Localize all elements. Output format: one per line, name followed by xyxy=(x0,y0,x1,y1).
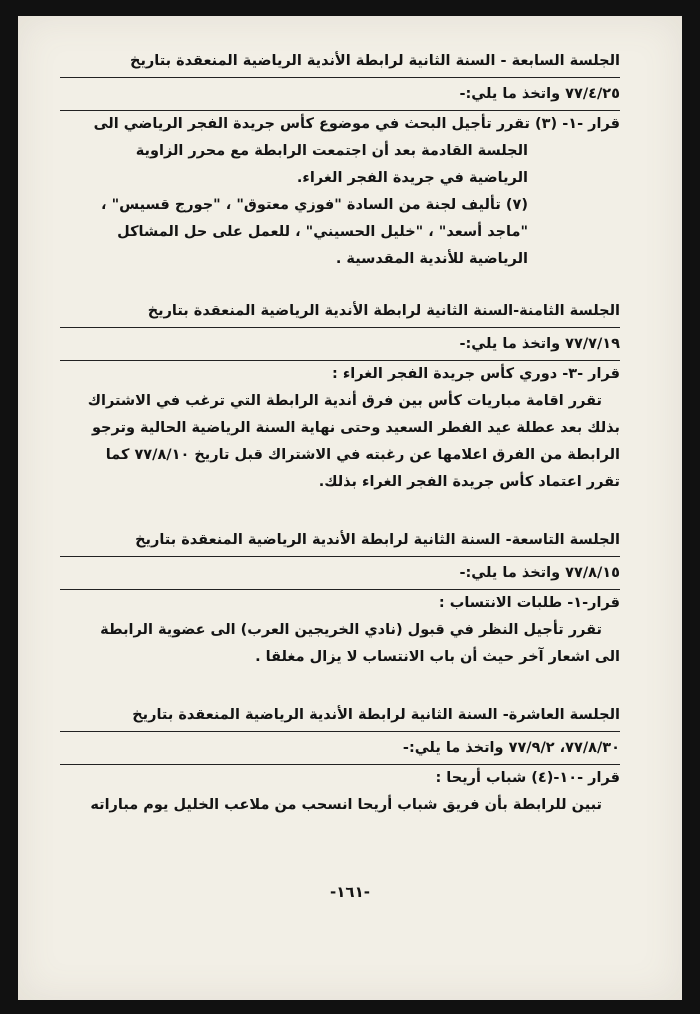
resolution-line: (٧) تأليف لجنة من السادة "فوزي معتوق" ، "جورج قسيس" ، xyxy=(101,197,528,213)
resolution-line: تبين للرابطة بأن فريق شباب أريحا انسحب من ملاعب الخليل يوم مباراته xyxy=(90,797,602,813)
resolution-line: "ماجد أسعد" ، "خليل الحسيني" ، للعمل على حل المشاكل xyxy=(117,224,528,240)
resolution-line: تقرر اعتماد كأس جريدة الفجر الغراء بذلك. xyxy=(318,474,620,490)
resolution-line: قرار -١- (٣) تقرر تأجيل البحث في موضوع كأس جريدة الفجر الرياضي الى xyxy=(93,116,620,132)
resolution-line: بذلك بعد عطلة عيد الفطر السعيد وحتى نهاية السنة الرياضية الحالية وترجو xyxy=(91,420,620,436)
resolution-line: قرار-١- طلبات الانتساب : xyxy=(438,595,620,611)
session-heading-date: ٧٧/٨/٣٠، ٧٧/٩/٢ واتخذ ما يلي:- xyxy=(60,732,620,765)
session-heading: الجلسة التاسعة- السنة الثانية لرابطة الأندية الرياضية المنعقدة بتاريخ xyxy=(60,524,620,557)
page-number: -١٦١- xyxy=(330,883,370,901)
session-heading: الجلسة السابعة - السنة الثانية لرابطة الأندية الرياضية المنعقدة بتاريخ xyxy=(60,45,620,78)
resolution-line: قرار -٣- دوري كأس جريدة الفجر الغراء : xyxy=(331,366,620,382)
session-heading: الجلسة العاشرة- السنة الثانية لرابطة الأندية الرياضية المنعقدة بتاريخ xyxy=(60,699,620,732)
resolution-line: الرياضية في جريدة الفجر الغراء. xyxy=(296,170,528,186)
document-body xyxy=(60,45,620,819)
resolution-line: قرار -١٠-(٤) شباب أريحا : xyxy=(435,770,620,786)
session-heading: الجلسة الثامنة-السنة الثانية لرابطة الأندية الرياضية المنعقدة بتاريخ xyxy=(60,295,620,328)
resolution-line: تقرر اقامة مباريات كأس بين فرق أندية الرابطة التي ترغب في الاشتراك xyxy=(87,393,602,409)
session-heading-date: ٧٧/٤/٢٥ واتخذ ما يلي:- xyxy=(60,78,620,111)
resolution-line: الرياضية للأندية المقدسية . xyxy=(335,251,528,267)
resolution-line: الى اشعار آخر حيث أن باب الانتساب لا يزال مغلقا . xyxy=(255,649,620,665)
resolution-line: الرابطة من الفرق اعلامها عن رغبته في الاشتراك قبل تاريخ ٧٧/٨/١٠ كما xyxy=(105,447,620,463)
session-heading-date: ٧٧/٨/١٥ واتخذ ما يلي:- xyxy=(60,557,620,590)
resolution-line: الجلسة القادمة بعد أن اجتمعت الرابطة مع محرر الزاوية xyxy=(135,143,528,159)
resolution-line: تقرر تأجيل النظر في قبول (نادي الخريجين العرب) الى عضوية الرابطة xyxy=(100,622,602,638)
session-heading-date: ٧٧/٧/١٩ واتخذ ما يلي:- xyxy=(60,328,620,361)
